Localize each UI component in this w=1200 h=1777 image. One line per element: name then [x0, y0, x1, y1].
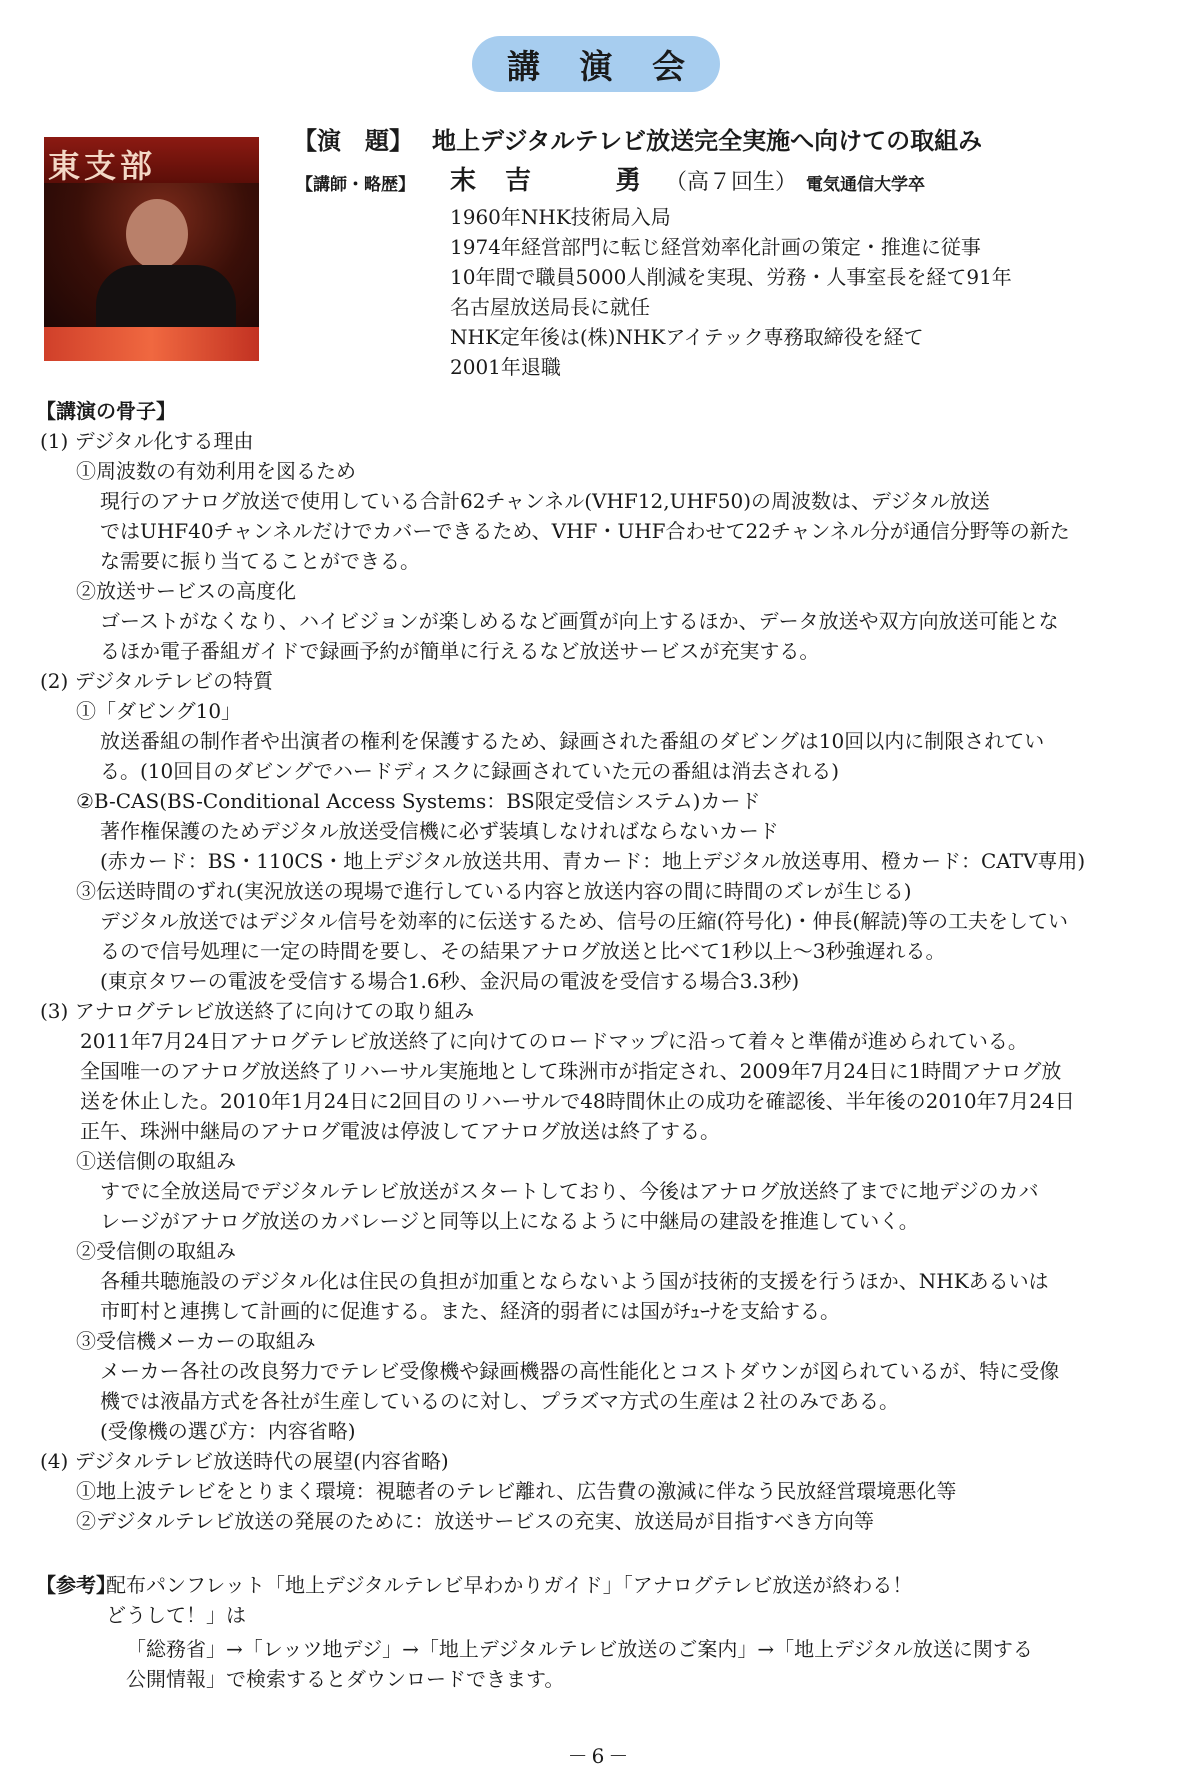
body-line: 著作権保護のためデジタル放送受信機に必ず装填しなければならないカード: [100, 819, 779, 843]
body-line: ではUHF40チャンネルだけでカバーできるため、VHF・UHF合わせて22チャンネル分が通信分野等の新た: [100, 519, 1070, 543]
body-line: すでに全放送局でデジタルテレビ放送がスタートしており、今後はアナログ放送終了までに地デジのカバ: [100, 1179, 1039, 1203]
body-line: 全国唯一のアナログ放送終了リハーサル実施地として珠洲市が指定され、2009年7月24日に1時間アナログ放: [80, 1059, 1062, 1083]
section-heading: (3) アナログテレビ放送終了に向けての取り組み: [40, 999, 475, 1023]
photo-lectern-shape: [44, 327, 259, 361]
subsection-heading: ②受信側の取組み: [76, 1239, 236, 1263]
subsection-heading: ③受信機メーカーの取組み: [76, 1329, 316, 1353]
subsection-heading: ①地上波テレビをとりまく環境：視聴者のテレビ離れ、広告費の激減に伴なう民放経営環境悪化等: [76, 1479, 957, 1503]
reference-line: どうして！」は: [106, 1603, 246, 1627]
body-line: 各種共聴施設のデジタル化は住民の負担が加重とならないよう国が技術的支援を行うほか、NHKあるいは: [100, 1269, 1049, 1293]
career-line: 2001年退職: [450, 355, 561, 379]
body-line: デジタル放送ではデジタル信号を効率的に伝送するため、信号の圧縮(符号化)・伸長(解読)等の工夫をしてい: [100, 909, 1069, 933]
body-line: な需要に振り当てることができる。: [100, 549, 420, 573]
section-heading: (2) デジタルテレビの特質: [40, 669, 274, 693]
career-line: 名古屋放送局長に就任: [450, 295, 650, 319]
lecturer-school: 電気通信大学卒: [806, 175, 925, 195]
body-line: レージがアナログ放送のカバレージと同等以上になるように中継局の建設を推進していく。: [100, 1209, 919, 1233]
career-line: 10年間で職員5000人削減を実現、労務・人事室長を経て91年: [450, 265, 1012, 289]
outline-heading: 【講演の骨子】: [36, 399, 176, 423]
reference-line: 配布パンフレット「地上デジタルテレビ早わかりガイド」「アナログテレビ放送が終わる！: [106, 1573, 913, 1597]
lecturer-photo: [44, 137, 259, 361]
page-number: －6－: [567, 1744, 633, 1768]
body-line: 2011年7月24日アナログテレビ放送終了に向けてのロードマップに沿って着々と準備が進められている。: [80, 1029, 1028, 1053]
career-line: 1960年NHK技術局入局: [450, 205, 671, 229]
body-line: (東京タワーの電波を受信する場合1.6秒、金沢局の電波を受信する場合3.3秒): [100, 969, 800, 993]
body-line: 現行のアナログ放送で使用している合計62チャンネル(VHF12,UHF50)の周波数は、デジタル放送: [100, 489, 990, 513]
subsection-heading: ③伝送時間のずれ(実況放送の現場で進行している内容と放送内容の間に時間のズレが生じる): [76, 879, 912, 903]
body-line: る。(10回目のダビングでハードディスクに録画されていた元の番組は消去される): [100, 759, 840, 783]
subsection-heading: ②放送サービスの高度化: [76, 579, 296, 603]
section-heading: (4) デジタルテレビ放送時代の展望(内容省略): [40, 1449, 449, 1473]
subsection-heading: ②デジタルテレビ放送の発展のために：放送サービスの充実、放送局が目指すべき方向等: [76, 1509, 874, 1533]
body-line: るほか電子番組ガイドで録画予約が簡単に行えるなど放送サービスが充実する。: [100, 639, 820, 663]
subsection-heading: ②B-CAS(BS-Conditional Access Systems：BS限定受信システム)カード: [76, 789, 761, 813]
body-line: 正午、珠洲中継局のアナログ電波は停波してアナログ放送は終了する。: [80, 1119, 720, 1143]
page-title: 講 演 会: [472, 36, 720, 92]
subsection-heading: ①送信側の取組み: [76, 1149, 236, 1173]
photo-head-shape: [126, 199, 188, 269]
body-line: 放送番組の制作者や出演者の権利を保護するため、録画された番組のダビングは10回以内に制限されてい: [100, 729, 1045, 753]
subsection-heading: ①「ダビング10」: [76, 699, 242, 723]
lecturer-class: （高７回生）: [665, 170, 798, 195]
reference-line: 「総務省」→「レッツ地デジ」→「地上デジタルテレビ放送のご案内」→「地上デジタル放送に関する: [126, 1637, 1033, 1661]
career-line: 1974年経営部門に転じ経営効率化計画の策定・推進に従事: [450, 235, 981, 259]
body-line: (受像機の選び方：内容省略): [100, 1419, 356, 1443]
body-line: ゴーストがなくなり、ハイビジョンが楽しめるなど画質が向上するほか、データ放送や双方向放送可能とな: [100, 609, 1059, 633]
body-line: 市町村と連携して計画的に促進する。また、経済的弱者には国がﾁｭｰﾅを支給する。: [100, 1299, 840, 1323]
reference-line: 公開情報」で検索するとダウンロードできます。: [126, 1667, 565, 1691]
lecturer-name: 末 吉 勇: [450, 166, 652, 196]
theme-label: 【演 題】: [293, 127, 413, 155]
reference-label: 【参考】: [36, 1573, 116, 1597]
body-line: 機では液晶方式を各社が生産しているのに対し、プラズマ方式の生産は２社のみである。: [100, 1389, 899, 1413]
subsection-heading: ①周波数の有効利用を図るため: [76, 459, 356, 483]
lecturer-label: 【講師・略歴】: [296, 175, 415, 195]
section-heading: (1) デジタル化する理由: [40, 429, 254, 453]
career-line: NHK定年後は(株)NHKアイテック専務取締役を経て: [450, 325, 924, 349]
lecture-theme: 地上デジタルテレビ放送完全実施へ向けての取組み: [432, 127, 983, 155]
body-line: 送を休止した。2010年1月24日に2回目のリハーサルで48時間休止の成功を確認後、半年後の2010年7月24日: [80, 1089, 1075, 1113]
body-line: るので信号処理に一定の時間を要し、その結果アナログ放送と比べて1秒以上～3秒強遅れる。: [100, 939, 946, 963]
body-line: (赤カード：BS・110CS・地上デジタル放送共用、青カード：地上デジタル放送専用、橙カード：CATV専用): [100, 849, 1086, 873]
body-line: メーカー各社の改良努力でテレビ受像機や録画機器の高性能化とコストダウンが図られているが、特に受像: [100, 1359, 1060, 1383]
photo-banner-text: 東支部: [48, 147, 157, 185]
